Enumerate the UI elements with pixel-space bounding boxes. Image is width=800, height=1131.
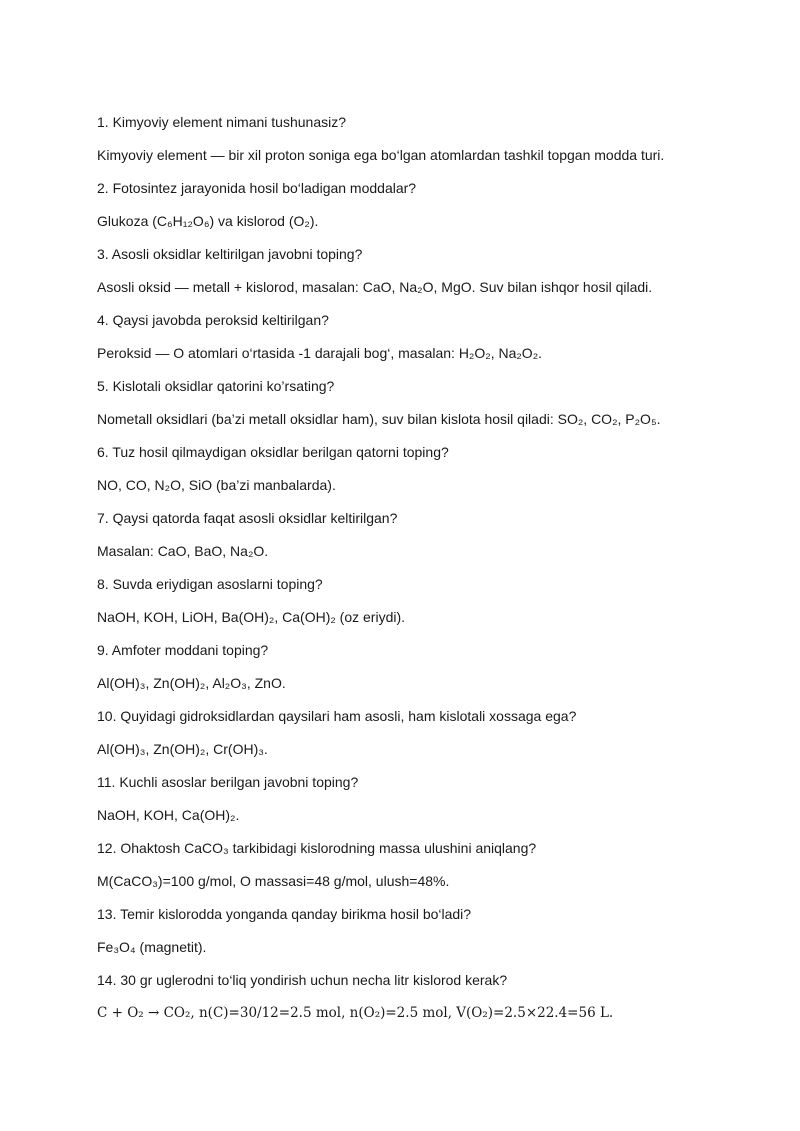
question-13: 13. Temir kislorodda yonganda qanday birikma hosil bo‘ladi? <box>97 906 472 922</box>
question-5: 5. Kislotali oksidlar qatorini ko’rsating? <box>97 378 335 394</box>
question-7: 7. Qaysi qatorda faqat asosli oksidlar keltirilgan? <box>97 510 398 526</box>
answer-8: NaOH, KOH, LiOH, Ba(OH)₂, Ca(OH)₂ (oz eriydi). <box>97 609 406 625</box>
answer-4: Peroksid — O atomlari o‘rtasida -1 darajali bog‘, masalan: H₂O₂, Na₂O₂. <box>97 345 543 361</box>
question-4: 4. Qaysi javobda peroksid keltirilgan? <box>97 312 329 328</box>
answer-7: Masalan: CaO, BaO, Na₂O. <box>97 543 269 559</box>
answer-13: Fe₃O₄ (magnetit). <box>97 939 207 955</box>
question-3: 3. Asosli oksidlar keltirilgan javobni toping? <box>97 246 363 262</box>
answer-14: C + O₂ → CO₂, n(C)=30/12=2.5 mol, n(O₂)=2.5 mol, V(O₂)=2.5×22.4=56 L. <box>97 1005 614 1021</box>
answer-9: Al(OH)₃, Zn(OH)₂, Al₂O₃, ZnO. <box>97 675 286 691</box>
question-8: 8. Suvda eriydigan asoslarni toping? <box>97 576 323 592</box>
question-9: 9. Amfoter moddani toping? <box>97 642 269 658</box>
question-11: 11. Kuchli asoslar berilgan javobni toping? <box>97 774 359 790</box>
answer-3: Asosli oksid — metall + kislorod, masalan: CaO, Na₂O, MgO. Suv bilan ishqor hosil qiladi. <box>97 279 653 295</box>
question-2: 2. Fotosintez jarayonida hosil bo‘ladigan moddalar? <box>97 180 417 196</box>
answer-5: Nometall oksidlari (ba’zi metall oksidlar ham), suv bilan kislota hosil qiladi: SO₂, CO₂, P₂O₅. <box>97 411 661 427</box>
answer-10: Al(OH)₃, Zn(OH)₂, Cr(OH)₃. <box>97 741 268 757</box>
question-14: 14. 30 gr uglerodni to‘liq yondirish uchun necha litr kislorod kerak? <box>97 972 508 988</box>
answer-2: Glukoza (C₆H₁₂O₆) va kislorod (O₂). <box>97 213 319 229</box>
question-10: 10. Quyidagi gidroksidlardan qaysilari ham asosli, ham kislotali xossaga ega? <box>97 708 577 724</box>
answer-6: NO, CO, N₂O, SiO (ba’zi manbalarda). <box>97 477 336 493</box>
question-1: 1. Kimyoviy element nimani tushunasiz? <box>97 114 347 130</box>
answer-11: NaOH, KOH, Ca(OH)₂. <box>97 807 240 823</box>
answer-12: M(CaCO₃)=100 g/mol, O massasi=48 g/mol, ulush=48%. <box>97 873 450 889</box>
question-6: 6. Tuz hosil qilmaydigan oksidlar berilgan qatorni toping? <box>97 444 449 460</box>
question-12: 12. Ohaktosh CaCO₃ tarkibidagi kislorodning massa ulushini aniqlang? <box>97 840 537 856</box>
document-content <box>97 112 757 1036</box>
answer-1: Kimyoviy element — bir xil proton soniga ega bo‘lgan atomlardan tashkil topgan modda turi. <box>97 147 665 163</box>
